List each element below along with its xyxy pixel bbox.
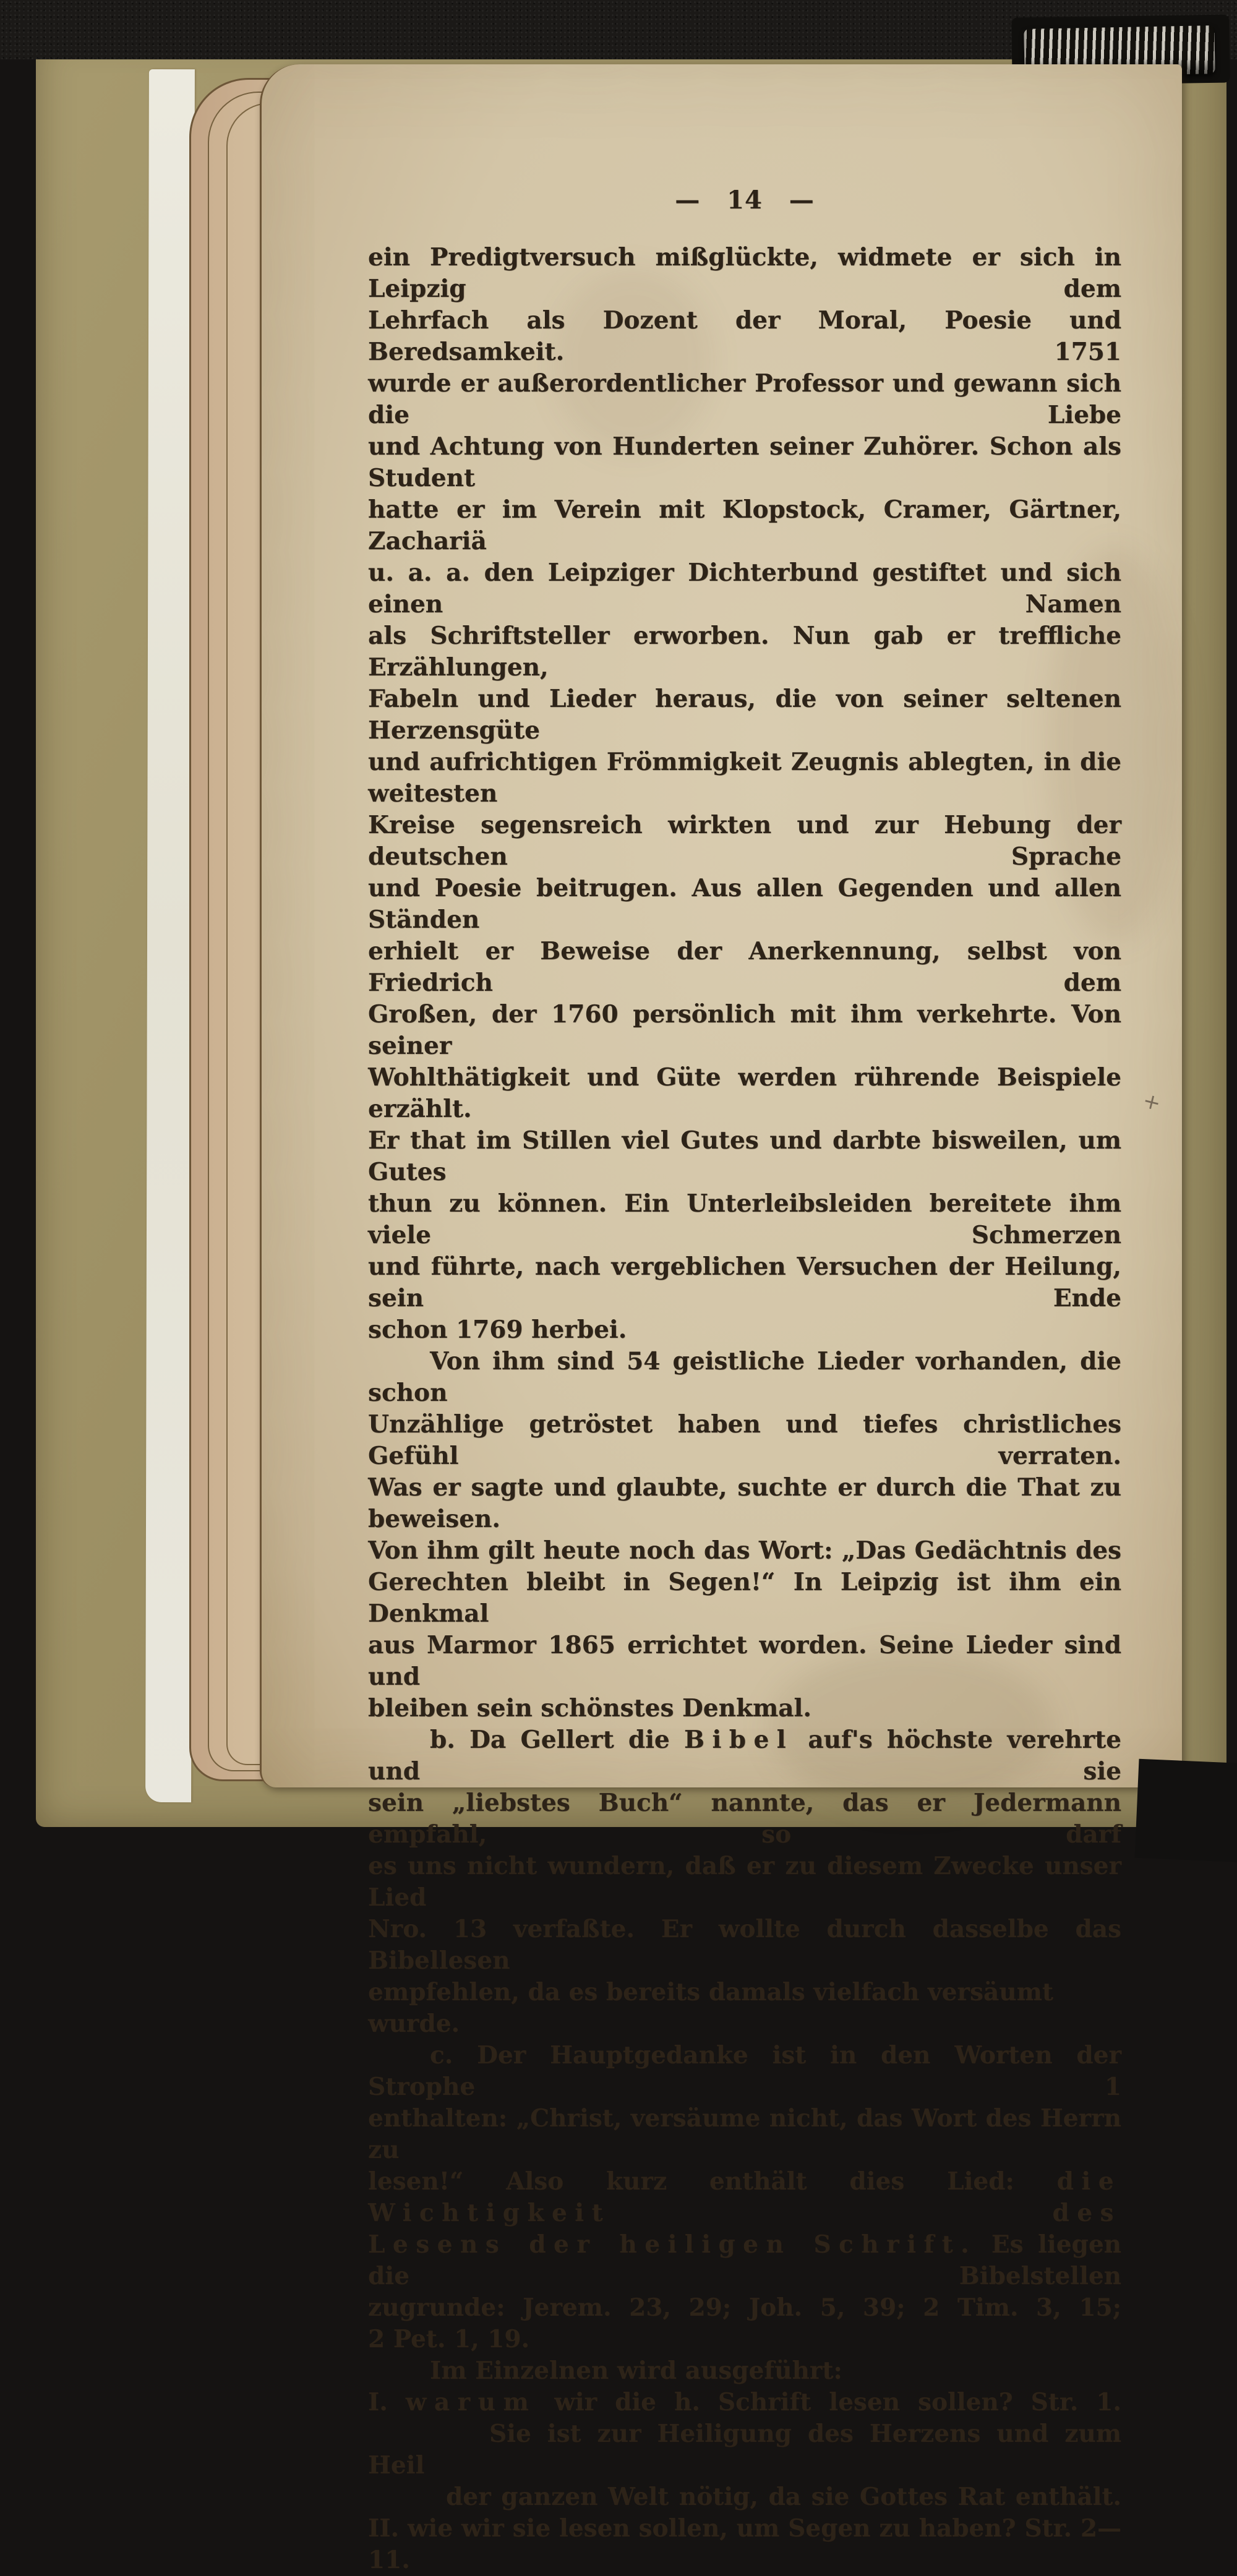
text-line: [368, 305, 1121, 368]
text-line: [368, 431, 1121, 494]
text-segment: erhielt er Beweise der Anerkennung, selbst von Friedrich dem: [368, 937, 1121, 997]
text-line: [368, 2292, 1121, 2324]
text-line: [368, 2103, 1121, 2166]
text-line: [368, 1914, 1121, 1977]
text-line: [368, 2324, 1121, 2355]
text-segment: enthalten: „Christ, versäume nicht, das Wort des Herrn zu: [368, 2104, 1121, 2164]
text-line: [368, 1630, 1121, 1693]
letterspaced-text: Bibel: [684, 1726, 794, 1754]
text-segment: Gerechten bleibt in Segen!“ In Leipzig ist ihm ein Denkmal: [368, 1568, 1121, 1628]
letterspaced-text: warum: [405, 2388, 537, 2416]
text-segment: der ganzen Welt nötig, da sie Gottes Rat enthält.: [446, 2483, 1121, 2511]
text-segment: hatte er im Verein mit Klopstock, Cramer, Gärtner, Zachariä: [368, 495, 1121, 555]
text-line: [368, 557, 1121, 620]
text-segment: Kreise segensreich wirkten und zur Hebung der deutschen Sprache: [368, 811, 1121, 871]
text-segment: lesen!“ Also kurz enthält dies Lied:: [368, 2167, 1057, 2196]
text-segment: c. Der Hauptgedanke ist in den Worten der Strophe 1: [368, 2041, 1121, 2101]
text-line: [368, 2166, 1121, 2229]
text-line: [368, 1062, 1121, 1125]
text-segment: auf's höchste verehrte und sie: [368, 1726, 1121, 1786]
text-segment: Unzählige getröstet haben und tiefes christliches Gefühl verraten.: [368, 1410, 1121, 1470]
text-segment: zugrunde: Jerem. 23, 29; Joh. 5, 39; 2 Tim. 3, 15;: [368, 2293, 1121, 2322]
text-segment: wir die h. Schrift lesen sollen? Str. 1.: [536, 2388, 1121, 2416]
text-line: [368, 810, 1121, 873]
text-line: [368, 620, 1121, 683]
letterspaced-text: Lesens der heiligen Schrift.: [368, 2230, 977, 2259]
text-line: [368, 873, 1121, 936]
text-line: [368, 1188, 1121, 1251]
text-line: [368, 1724, 1121, 1787]
text-line: [368, 1472, 1121, 1535]
text-segment: I.: [368, 2388, 406, 2416]
text-segment: wurde er außerordentlicher Professor und gewann sich die Liebe: [368, 369, 1121, 429]
photo-background-corner: [1135, 1759, 1237, 1864]
text-line: [368, 2229, 1121, 2292]
text-segment: und Achtung von Hunderten seiner Zuhörer. Schon als Student: [368, 432, 1121, 492]
text-segment: bleiben sein schönstes Denkmal.: [368, 1694, 811, 1722]
text-segment: Was er sagte und glaubte, suchte er durch die That zu beweisen.: [368, 1473, 1121, 1533]
text-segment: Er that im Stillen viel Gutes und darbte bisweilen, um Gutes: [368, 1126, 1121, 1186]
text-segment: und führte, nach vergeblichen Versuchen der Heilung, sein Ende: [368, 1252, 1121, 1312]
text-line: [368, 1251, 1121, 1314]
text-segment: schon 1769 herbei.: [368, 1316, 627, 1344]
text-segment: aus Marmor 1865 errichtet worden. Seine Lieder sind und: [368, 1631, 1121, 1691]
text-line: [368, 2355, 1121, 2387]
text-line: [368, 1346, 1121, 1409]
text-segment: als Schriftsteller erworben. Nun gab er treffliche Erzählungen,: [368, 622, 1121, 682]
text-line: [368, 2387, 1121, 2418]
text-segment: es uns nicht wundern, daß er zu diesem Zwecke unser Lied: [368, 1852, 1121, 1912]
text-line: [368, 2513, 1121, 2576]
text-segment: Nro. 13 verfaßte. Er wollte durch dasselbe das Bibellesen: [368, 1915, 1121, 1975]
text-segment: sein „liebstes Buch“ nannte, das er Jedermann empfahl, so darf: [368, 1789, 1121, 1849]
page-number: — 14 —: [675, 186, 815, 215]
text-segment: Von ihm gilt heute noch das Wort: „Das Gedächtnis des: [368, 1536, 1121, 1565]
text-segment: Fabeln und Lieder heraus, die von seiner seltenen Herzensgüte: [368, 685, 1121, 745]
text-line: [368, 747, 1121, 810]
text-line: [368, 683, 1121, 747]
text-line: [368, 1851, 1121, 1914]
text-segment: thun zu können. Ein Unterleibsleiden bereitete ihm viele Schmerzen: [368, 1189, 1121, 1249]
text-segment: u. a. a. den Leipziger Dichterbund gestiftet und sich einen Namen: [368, 558, 1121, 618]
pencil-mark: +: [1140, 1088, 1163, 1116]
text-segment: empfehlen, da es bereits damals vielfach versäumt wurde.: [368, 1978, 1053, 2038]
text-line: [368, 1977, 1121, 2040]
text-line: [368, 1693, 1121, 1724]
text-segment: Wohlthätigkeit und Güte werden rührende Beispiele erzählt.: [368, 1063, 1121, 1123]
letterspaced-text: die Wichtigkeit des: [368, 2167, 1121, 2227]
text-line: [368, 2481, 1121, 2513]
text-line: [368, 242, 1121, 305]
text-line: [368, 494, 1121, 557]
text-line: [368, 1535, 1121, 1567]
text-segment: Von ihm sind 54 geistliche Lieder vorhanden, die schon: [368, 1347, 1121, 1407]
text-line: [368, 1125, 1121, 1188]
text-line: [368, 368, 1121, 431]
text-line: [368, 1314, 1121, 1346]
text-line: [368, 2040, 1121, 2103]
text-segment: 2 Pet. 1, 19.: [368, 2325, 530, 2353]
text-segment: und Poesie beitrugen. Aus allen Gegenden und allen Ständen: [368, 874, 1121, 934]
text-segment: Im Einzelnen wird ausgeführt:: [430, 2356, 842, 2385]
text-segment: Lehrfach als Dozent der Moral, Poesie und Beredsamkeit. 1751: [368, 306, 1121, 366]
text-line: [368, 1567, 1121, 1630]
text-segment: und aufrichtigen Frömmigkeit Zeugnis ablegten, in die weitesten: [368, 748, 1121, 808]
text-segment: Es liegen die Bibelstellen: [368, 2230, 1121, 2290]
endpaper-edge: [145, 69, 195, 1802]
text-segment: II. wie wir sie lesen sollen, um Segen zu haben? Str. 2—11.: [368, 2514, 1121, 2574]
text-segment: Sie ist zur Heiligung des Herzens und zum Heil: [368, 2420, 1121, 2480]
text-line: [368, 1787, 1121, 1851]
text-segment: Großen, der 1760 persönlich mit ihm verkehrte. Von seiner: [368, 1000, 1121, 1060]
text-block: [368, 184, 1121, 2576]
text-line: [368, 2418, 1121, 2481]
text-line: [368, 936, 1121, 999]
text-segment: b. Da Gellert die: [430, 1726, 685, 1754]
text-line: [368, 1409, 1121, 1472]
text-line: [368, 999, 1121, 1062]
text-segment: ein Predigtversuch mißglückte, widmete er sich in Leipzig dem: [368, 243, 1121, 303]
